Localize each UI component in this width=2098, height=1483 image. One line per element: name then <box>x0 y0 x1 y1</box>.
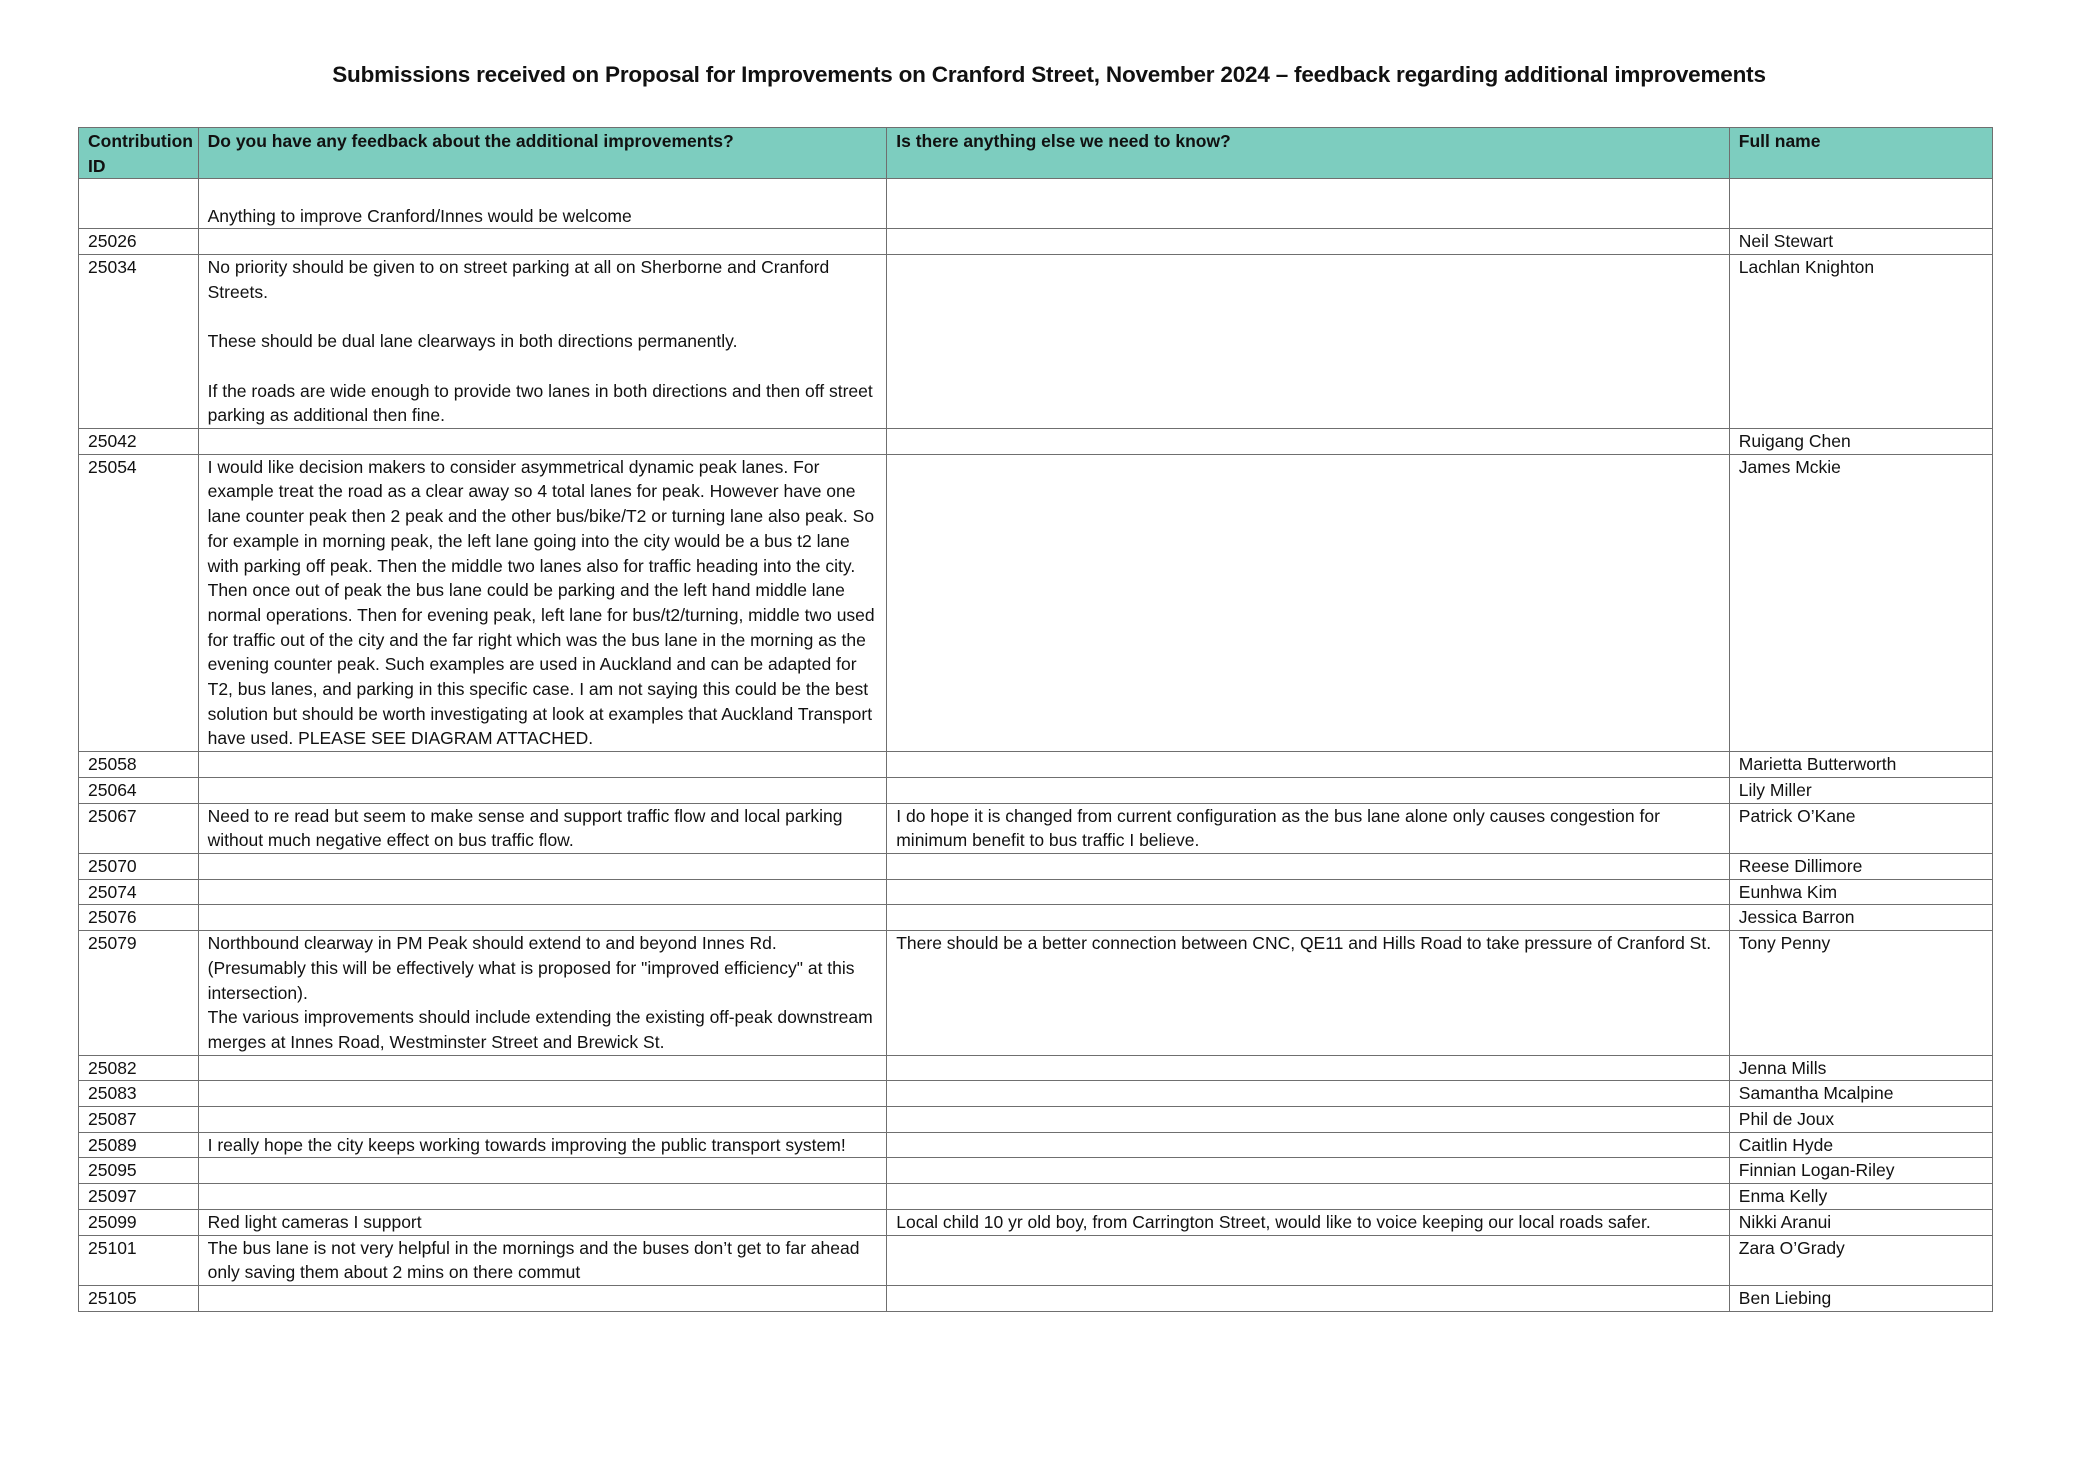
table-row <box>79 229 1993 255</box>
cell-anything-else <box>887 1107 1730 1133</box>
cell-anything-else <box>887 255 1730 429</box>
header-feedback: Do you have any feedback about the additional improvements? <box>198 128 887 179</box>
table-body <box>79 179 1993 1311</box>
cell-contribution-id: 25064 <box>79 777 199 803</box>
cell-contribution-id: 25095 <box>79 1158 199 1184</box>
cell-anything-else <box>887 454 1730 751</box>
cell-feedback <box>198 1184 887 1210</box>
cell-contribution-id: 25076 <box>79 905 199 931</box>
cell-anything-else <box>887 1235 1730 1285</box>
cell-feedback <box>198 229 887 255</box>
cell-contribution-id: 25099 <box>79 1209 199 1235</box>
table-row <box>79 905 1993 931</box>
cell-full-name: Finnian Logan-Riley <box>1729 1158 1992 1184</box>
cell-feedback: I really hope the city keeps working towards improving the public transport system! <box>198 1132 887 1158</box>
cell-full-name: Phil de Joux <box>1729 1107 1992 1133</box>
table-row <box>79 777 1993 803</box>
table-header-row <box>79 128 1993 179</box>
table-row <box>79 853 1993 879</box>
cell-full-name: Eunhwa Kim <box>1729 879 1992 905</box>
cell-feedback <box>198 1285 887 1311</box>
cell-feedback: Northbound clearway in PM Peak should extend to and beyond Innes Rd. (Presumably this will be effectively what is proposed for "improved efficiency" at this intersection). The various improvements should include extending the existing off-peak downstream merges at Innes Road, Westminster Street and Brewick St. <box>198 931 887 1056</box>
table-row <box>79 1158 1993 1184</box>
cell-full-name: Nikki Aranui <box>1729 1209 1992 1235</box>
cell-full-name: Enma Kelly <box>1729 1184 1992 1210</box>
table-row <box>79 1285 1993 1311</box>
cell-anything-else <box>887 429 1730 455</box>
cell-contribution-id: 25105 <box>79 1285 199 1311</box>
cell-feedback <box>198 1158 887 1184</box>
cell-contribution-id: 25054 <box>79 454 199 751</box>
cell-full-name: Zara O’Grady <box>1729 1235 1992 1285</box>
cell-contribution-id: 25101 <box>79 1235 199 1285</box>
cell-full-name: Lachlan Knighton <box>1729 255 1992 429</box>
cell-contribution-id: 25082 <box>79 1055 199 1081</box>
cell-feedback <box>198 429 887 455</box>
cell-feedback: The bus lane is not very helpful in the mornings and the buses don’t get to far ahead only saving them about 2 mins on there commut <box>198 1235 887 1285</box>
cell-full-name: Jenna Mills <box>1729 1055 1992 1081</box>
cell-full-name: Tony Penny <box>1729 931 1992 1056</box>
cell-contribution-id: 25034 <box>79 255 199 429</box>
cell-feedback <box>198 905 887 931</box>
cell-contribution-id: 25097 <box>79 1184 199 1210</box>
cell-full-name: Lily Miller <box>1729 777 1992 803</box>
cell-anything-else <box>887 752 1730 778</box>
table-row <box>79 454 1993 751</box>
cell-anything-else <box>887 1158 1730 1184</box>
cell-full-name <box>1729 179 1992 229</box>
cell-full-name: Patrick O’Kane <box>1729 803 1992 853</box>
cell-anything-else <box>887 1132 1730 1158</box>
cell-anything-else <box>887 777 1730 803</box>
table-row <box>79 1209 1993 1235</box>
table-row <box>79 1235 1993 1285</box>
cell-anything-else: Local child 10 yr old boy, from Carrington Street, would like to voice keeping our local roads safer. <box>887 1209 1730 1235</box>
cell-full-name: Caitlin Hyde <box>1729 1132 1992 1158</box>
cell-anything-else: There should be a better connection between CNC, QE11 and Hills Road to take pressure of Cranford St. <box>887 931 1730 1056</box>
table-row <box>79 803 1993 853</box>
table-row <box>79 879 1993 905</box>
cell-feedback <box>198 853 887 879</box>
table-row <box>79 179 1993 229</box>
cell-contribution-id: 25074 <box>79 879 199 905</box>
cell-contribution-id <box>79 179 199 229</box>
document-title: Submissions received on Proposal for Improvements on Cranford Street, November 2024 – feedback regarding additional improvements <box>332 62 1766 87</box>
cell-contribution-id: 25070 <box>79 853 199 879</box>
cell-feedback <box>198 1081 887 1107</box>
cell-full-name: James Mckie <box>1729 454 1992 751</box>
submissions-table <box>78 127 1993 1312</box>
cell-feedback: Red light cameras I support <box>198 1209 887 1235</box>
header-anything-else: Is there anything else we need to know? <box>887 128 1730 179</box>
cell-feedback <box>198 752 887 778</box>
cell-anything-else <box>887 879 1730 905</box>
cell-feedback <box>198 879 887 905</box>
cell-feedback: Need to re read but seem to make sense and support traffic flow and local parking without much negative effect on bus traffic flow. <box>198 803 887 853</box>
cell-feedback: Anything to improve Cranford/Innes would be welcome <box>198 179 887 229</box>
table-row <box>79 1107 1993 1133</box>
cell-contribution-id: 25089 <box>79 1132 199 1158</box>
cell-full-name: Ben Liebing <box>1729 1285 1992 1311</box>
cell-full-name: Ruigang Chen <box>1729 429 1992 455</box>
table-row <box>79 752 1993 778</box>
cell-anything-else <box>887 229 1730 255</box>
cell-full-name: Marietta Butterworth <box>1729 752 1992 778</box>
table-row <box>79 1055 1993 1081</box>
cell-feedback <box>198 1055 887 1081</box>
cell-anything-else <box>887 1184 1730 1210</box>
table-row <box>79 1081 1993 1107</box>
table-row <box>79 931 1993 1056</box>
cell-feedback <box>198 1107 887 1133</box>
cell-contribution-id: 25087 <box>79 1107 199 1133</box>
cell-feedback <box>198 777 887 803</box>
table-row <box>79 429 1993 455</box>
cell-full-name: Jessica Barron <box>1729 905 1992 931</box>
cell-feedback: No priority should be given to on street parking at all on Sherborne and Cranford Streets. These should be dual lane clearways in both directions permanently. If the roads are wide enough to provide two lanes in both directions and then off street parking as additional then fine. <box>198 255 887 429</box>
header-contribution-id: Contribution ID <box>79 128 199 179</box>
cell-anything-else <box>887 179 1730 229</box>
cell-full-name: Samantha Mcalpine <box>1729 1081 1992 1107</box>
cell-anything-else <box>887 1081 1730 1107</box>
table-row <box>79 255 1993 429</box>
header-full-name: Full name <box>1729 128 1992 179</box>
cell-full-name: Neil Stewart <box>1729 229 1992 255</box>
cell-contribution-id: 25042 <box>79 429 199 455</box>
cell-anything-else <box>887 905 1730 931</box>
cell-anything-else <box>887 1285 1730 1311</box>
cell-contribution-id: 25079 <box>79 931 199 1056</box>
cell-feedback: I would like decision makers to consider asymmetrical dynamic peak lanes. For example treat the road as a clear away so 4 total lanes for peak. However have one lane counter peak then 2 peak and the other bus/bike/T2 or turning lane also peak. So for example in morning peak, the left lane going into the city would be a bus t2 lane with parking off peak. Then the middle two lanes also for traffic heading into the city. Then once out of peak the bus lane could be parking and the left hand middle lane normal operations. Then for evening peak, left lane for bus/t2/turning, middle two used for traffic out of the city and the far right which was the bus lane in the morning as the evening counter peak. Such examples are used in Auckland and can be adapted for T2, bus lanes, and parking in this specific case. I am not saying this could be the best solution but should be worth investigating at look at examples that Auckland Transport have used. PLEASE SEE DIAGRAM ATTACHED. <box>198 454 887 751</box>
table-row <box>79 1184 1993 1210</box>
cell-contribution-id: 25067 <box>79 803 199 853</box>
table-row <box>79 1132 1993 1158</box>
cell-anything-else: I do hope it is changed from current configuration as the bus lane alone only causes congestion for minimum benefit to bus traffic I believe. <box>887 803 1730 853</box>
cell-anything-else <box>887 1055 1730 1081</box>
cell-contribution-id: 25026 <box>79 229 199 255</box>
cell-anything-else <box>887 853 1730 879</box>
cell-full-name: Reese Dillimore <box>1729 853 1992 879</box>
cell-contribution-id: 25083 <box>79 1081 199 1107</box>
cell-contribution-id: 25058 <box>79 752 199 778</box>
